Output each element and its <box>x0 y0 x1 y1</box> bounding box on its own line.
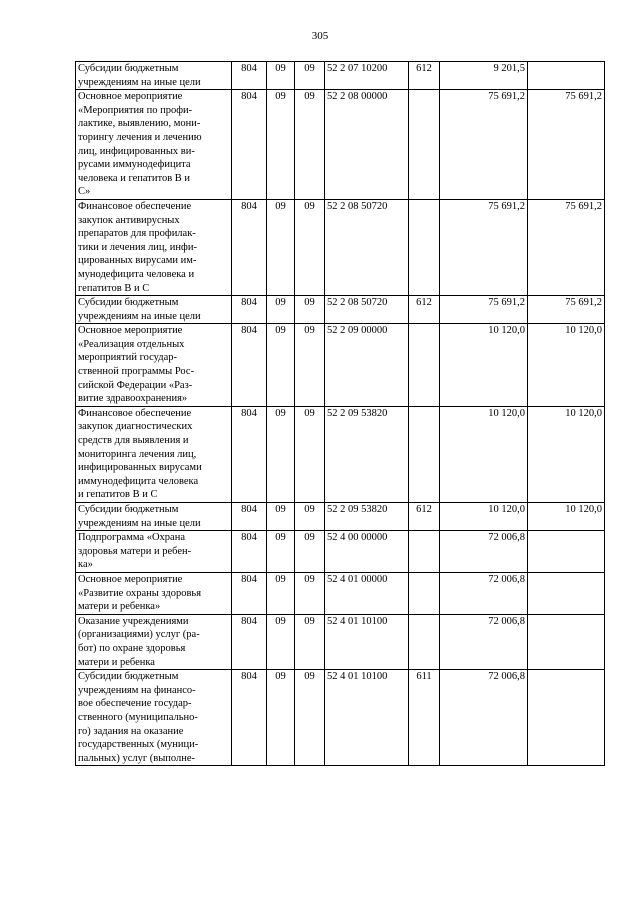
table-row <box>76 324 605 407</box>
row-csr-cell: 52 2 09 00000 <box>325 324 409 407</box>
row-sum1-cell: 10 120,0 <box>440 406 528 502</box>
row-vr-cell <box>409 572 440 614</box>
row-name-text: Оказание учреждениями (организациями) услуг (ра- бот) по охране здоровья матери и ребенка <box>78 615 200 668</box>
row-name-cell <box>76 199 232 295</box>
row-vr-cell: 612 <box>409 503 440 531</box>
row-name-cell <box>76 670 232 766</box>
row-sum2-cell: 75 691,2 <box>528 90 605 200</box>
row-sum2-cell: 10 120,0 <box>528 324 605 407</box>
row-sum2-cell <box>528 531 605 573</box>
row-name-cell <box>76 531 232 573</box>
row-name-text: Финансовое обеспечение закупок антивирусных препаратов для профилак- тики и лечения лиц, инфи- цированных вирусами им- мунодефицита человека и гепатитов В и С <box>78 200 197 294</box>
row-vr-cell <box>409 90 440 200</box>
table-row <box>76 90 605 200</box>
row-name-text: Основное мероприятие «Реализация отдельных мероприятий государ- ственной программы Рос- сийской Федерации «Раз- витие здравоохранения» <box>78 325 195 405</box>
row-csr-cell: 52 2 09 53820 <box>325 503 409 531</box>
table-row <box>76 531 605 573</box>
row-rz-cell: 09 <box>267 572 295 614</box>
row-sum2-cell <box>528 62 605 90</box>
row-sum1-cell: 72 006,8 <box>440 572 528 614</box>
row-grbs-cell: 804 <box>232 572 267 614</box>
row-sum2-cell: 75 691,2 <box>528 296 605 324</box>
row-rz-cell: 09 <box>267 90 295 200</box>
table-row <box>76 296 605 324</box>
row-grbs-cell: 804 <box>232 62 267 90</box>
row-rz-cell: 09 <box>267 614 295 669</box>
row-rz-cell: 09 <box>267 199 295 295</box>
row-sum2-cell <box>528 572 605 614</box>
row-name-text: Субсидии бюджетным учреждениям на иные цели <box>78 504 201 529</box>
row-pr-cell: 09 <box>295 531 325 573</box>
row-sum1-cell: 72 006,8 <box>440 670 528 766</box>
row-csr-cell: 52 4 01 10100 <box>325 614 409 669</box>
row-sum1-cell: 72 006,8 <box>440 614 528 669</box>
row-grbs-cell: 804 <box>232 406 267 502</box>
row-sum1-cell: 9 201,5 <box>440 62 528 90</box>
row-pr-cell: 09 <box>295 199 325 295</box>
row-rz-cell: 09 <box>267 324 295 407</box>
row-pr-cell: 09 <box>295 324 325 407</box>
row-name-text: Субсидии бюджетным учреждениям на иные цели <box>78 297 201 322</box>
row-rz-cell: 09 <box>267 62 295 90</box>
row-csr-cell: 52 4 01 10100 <box>325 670 409 766</box>
row-rz-cell: 09 <box>267 406 295 502</box>
row-grbs-cell: 804 <box>232 90 267 200</box>
row-csr-cell: 52 4 01 00000 <box>325 572 409 614</box>
row-sum1-cell: 72 006,8 <box>440 531 528 573</box>
row-vr-cell <box>409 199 440 295</box>
row-name-cell <box>76 90 232 200</box>
row-name-cell <box>76 406 232 502</box>
row-pr-cell: 09 <box>295 296 325 324</box>
row-name-text: Финансовое обеспечение закупок диагностических средств для выявления и мониторинга лечения лиц, инфицированных вирусами иммунодефицита человека и гепатитов В и С <box>78 407 202 501</box>
table-row <box>76 614 605 669</box>
row-grbs-cell: 804 <box>232 199 267 295</box>
row-name-text: Основное мероприятие «Мероприятия по профи- лактике, выявлению, мони- торингу лечения и лечению лиц, инфицированных ви- русами иммунодефицита человека и гепатитов В и С» <box>78 91 202 198</box>
row-pr-cell: 09 <box>295 572 325 614</box>
row-name-text: Субсидии бюджетным учреждениям на иные цели <box>78 63 201 88</box>
row-name-text: Субсидии бюджетным учреждениям на финансо- вое обеспечение государ- ственного (муниципально- го) задания на оказание государственных (муници- пальных) услуг (выполне- <box>78 671 199 764</box>
row-csr-cell: 52 2 07 10200 <box>325 62 409 90</box>
row-grbs-cell: 804 <box>232 531 267 573</box>
row-sum1-cell: 10 120,0 <box>440 324 528 407</box>
row-sum2-cell <box>528 670 605 766</box>
budget-table <box>75 61 605 766</box>
row-rz-cell: 09 <box>267 670 295 766</box>
row-sum1-cell: 75 691,2 <box>440 199 528 295</box>
row-csr-cell: 52 2 08 00000 <box>325 90 409 200</box>
row-vr-cell <box>409 531 440 573</box>
row-vr-cell <box>409 324 440 407</box>
row-grbs-cell: 804 <box>232 296 267 324</box>
table-row <box>76 572 605 614</box>
row-csr-cell: 52 4 00 00000 <box>325 531 409 573</box>
row-rz-cell: 09 <box>267 503 295 531</box>
row-grbs-cell: 804 <box>232 324 267 407</box>
row-sum2-cell <box>528 614 605 669</box>
row-vr-cell: 611 <box>409 670 440 766</box>
row-csr-cell: 52 2 08 50720 <box>325 199 409 295</box>
row-sum1-cell: 10 120,0 <box>440 503 528 531</box>
row-name-cell <box>76 296 232 324</box>
row-name-cell <box>76 572 232 614</box>
row-grbs-cell: 804 <box>232 503 267 531</box>
row-csr-cell: 52 2 08 50720 <box>325 296 409 324</box>
row-pr-cell: 09 <box>295 62 325 90</box>
row-sum1-cell: 75 691,2 <box>440 296 528 324</box>
row-grbs-cell: 804 <box>232 614 267 669</box>
row-name-cell <box>76 62 232 90</box>
row-vr-cell: 612 <box>409 296 440 324</box>
row-vr-cell: 612 <box>409 62 440 90</box>
row-pr-cell: 09 <box>295 90 325 200</box>
row-pr-cell: 09 <box>295 406 325 502</box>
row-name-cell <box>76 324 232 407</box>
row-rz-cell: 09 <box>267 531 295 573</box>
row-rz-cell: 09 <box>267 296 295 324</box>
row-vr-cell <box>409 406 440 502</box>
row-name-text: Основное мероприятие «Развитие охраны здоровья матери и ребенка» <box>78 573 202 613</box>
row-sum1-cell: 75 691,2 <box>440 90 528 200</box>
row-name-text: Подпрограмма «Охрана здоровья матери и ребен- ка» <box>78 532 192 571</box>
table-row <box>76 199 605 295</box>
row-sum2-cell: 75 691,2 <box>528 199 605 295</box>
table-row <box>76 670 605 766</box>
row-grbs-cell: 804 <box>232 670 267 766</box>
row-vr-cell <box>409 614 440 669</box>
row-name-cell <box>76 614 232 669</box>
row-name-cell <box>76 503 232 531</box>
table-row <box>76 406 605 502</box>
row-sum2-cell: 10 120,0 <box>528 406 605 502</box>
row-pr-cell: 09 <box>295 614 325 669</box>
row-sum2-cell: 10 120,0 <box>528 503 605 531</box>
row-pr-cell: 09 <box>295 503 325 531</box>
page-number: 305 <box>311 30 329 42</box>
table-row <box>76 503 605 531</box>
table-row <box>76 62 605 90</box>
row-csr-cell: 52 2 09 53820 <box>325 406 409 502</box>
row-pr-cell: 09 <box>295 670 325 766</box>
